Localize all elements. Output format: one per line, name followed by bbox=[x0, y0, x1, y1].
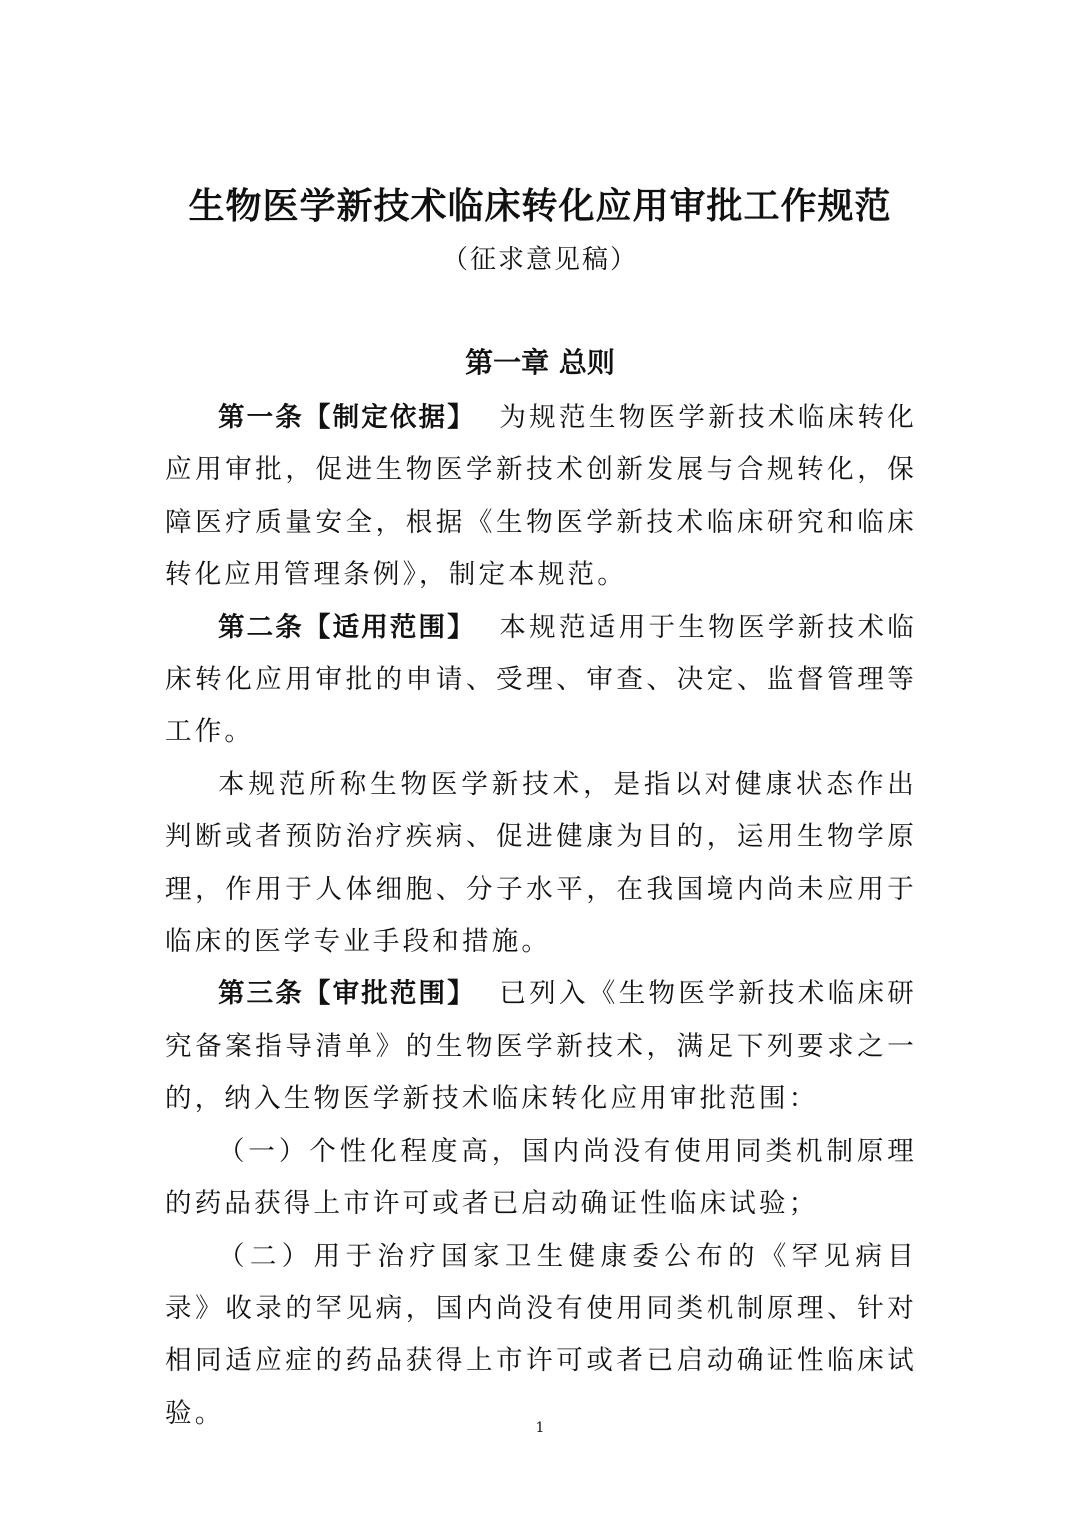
chapter-title: 第一章 总则 bbox=[465, 346, 615, 379]
article-3-heading: 第三条【审批范围】 bbox=[218, 978, 476, 1010]
article-2-heading: 第二条【适用范围】 bbox=[218, 611, 476, 643]
article-1-text: 为规范生物医学新技术临床转化应用审批，促进生物医学新技术创新发展与合规转化，保障医疗质量安全，根据《生物医学新技术临床研究和临床转化应用管理条例》，制定本规范。 bbox=[165, 402, 918, 591]
item-2-paragraph bbox=[165, 1231, 917, 1441]
definition-paragraph bbox=[165, 759, 917, 969]
article-2-paragraph bbox=[165, 602, 917, 759]
item-2-text: （二）用于治疗国家卫生健康委公布的《罕见病目录》收录的罕见病，国内尚没有使用同类机制原理、针对相同适应症的药品获得上市许可或者已启动确证性临床试验。 bbox=[165, 1240, 917, 1429]
article-1-paragraph bbox=[165, 392, 917, 602]
definition-text: 本规范所称生物医学新技术，是指以对健康状态作出判断或者预防治疗疾病、促进健康为目的，运用生物学原理，作用于人体细胞、分子水平，在我国境内尚未应用于临床的医学专业手段和措施。 bbox=[165, 768, 917, 958]
document-body bbox=[165, 392, 917, 1440]
article-2-text: 本规范适用于生物医学新技术临床转化应用审批的申请、受理、审查、决定、监督管理等工作。 bbox=[165, 611, 918, 748]
item-1-text: （一）个性化程度高，国内尚没有使用同类机制原理的药品获得上市许可或者已启动确证性临床试验； bbox=[165, 1135, 917, 1220]
article-3-paragraph bbox=[165, 968, 917, 1125]
article-1-heading: 第一条【制定依据】 bbox=[218, 402, 476, 433]
document-subtitle: （征求意见稿） bbox=[441, 245, 638, 275]
article-3-text: 已列入《生物医学新技术临床研究备案指导清单》的生物医学新技术，满足下列要求之一的，纳入生物医学新技术临床转化应用审批范围： bbox=[165, 978, 918, 1115]
document-title: 生物医学新技术临床转化应用审批工作规范 bbox=[188, 186, 892, 227]
item-1-paragraph bbox=[165, 1126, 917, 1231]
page-number: 1 bbox=[535, 1420, 545, 1436]
